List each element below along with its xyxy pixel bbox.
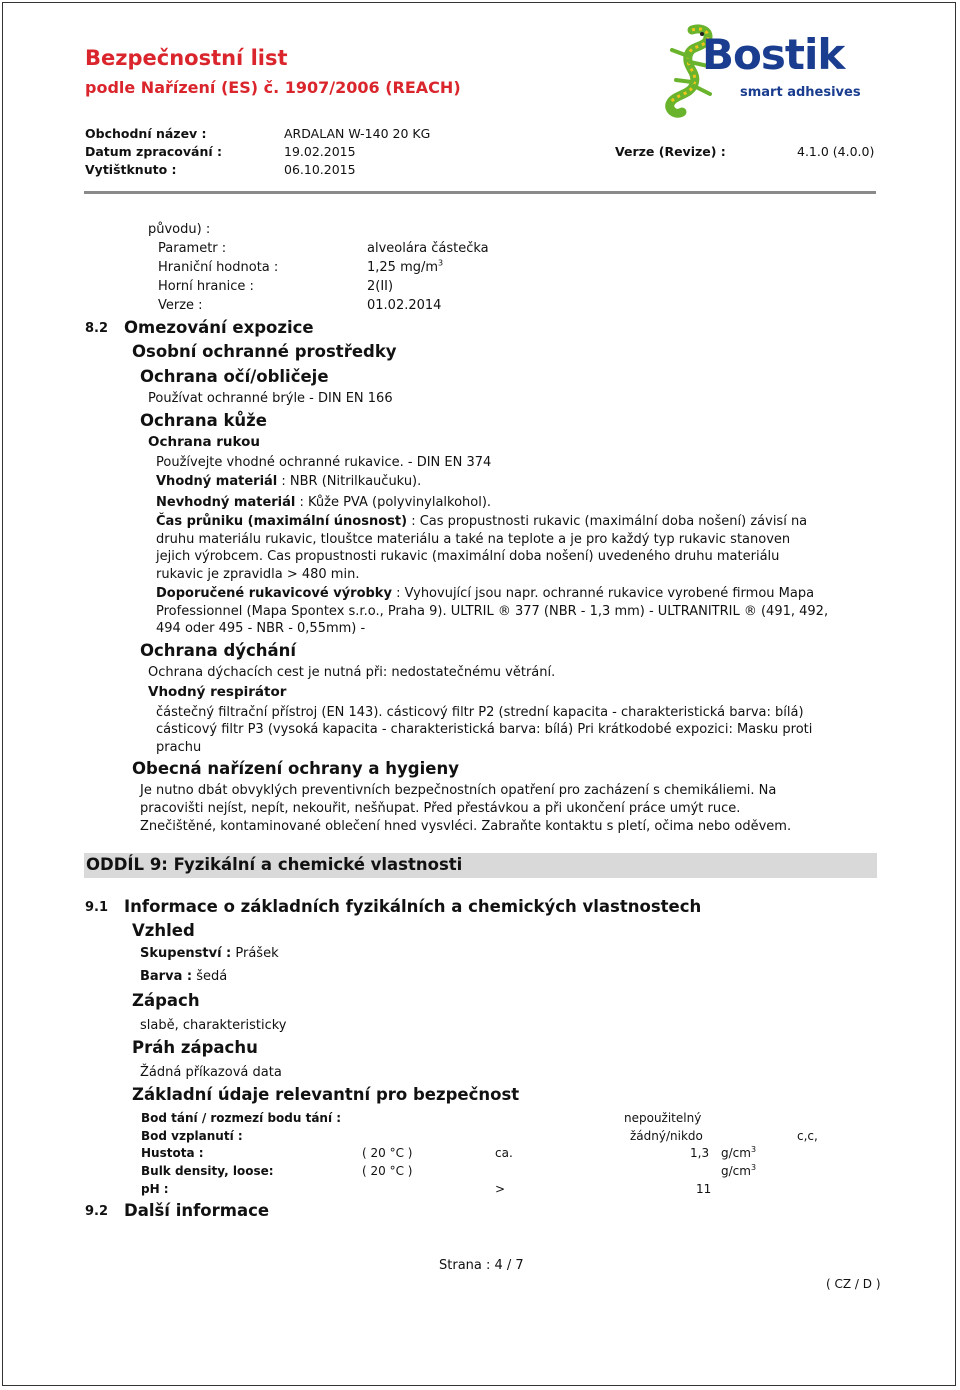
section-9-title: ODDÍL 9: Fyzikální a chemické vlastnosti <box>86 855 463 874</box>
respirator-heading: Vhodný respirátor <box>148 684 287 700</box>
respirator-line-2: cásticový filtr P3 (vysoká kapacita - charakteristická barva: bílá) Pri krátkodobé expozici: Masku proti <box>156 722 813 737</box>
eye-heading: Ochrana očí/obličeje <box>140 367 329 386</box>
recommended-line-1: Doporučené rukavicové výrobky : Vyhovující jsou napr. ochranné rukavice vyrobené firmou Mapa <box>156 586 815 601</box>
property-value: 11 <box>696 1182 712 1196</box>
safety-heading: Základní údaje relevantní pro bezpečnost <box>132 1085 520 1104</box>
hygiene-line-1: Je nutno dbát obvyklých preventivních bezpečnostních opatření pro zacházení s chemikáliemi. Na <box>140 783 777 798</box>
subsection-9-1-title: Informace o základních fyzikálních a chemických vlastnostech <box>124 897 702 916</box>
hygiene-line-3: Znečištěné, kontaminované oblečení hned vysvléci. Zabraňte kontaktu s pletí, očima nebo oděvem. <box>140 819 792 834</box>
property-label: Bulk density, loose: <box>141 1164 274 1178</box>
property-qualifier: > <box>495 1182 506 1196</box>
odor-value: slabě, charakteristicky <box>140 1018 287 1033</box>
breakthrough-line-2: druhu materiálu rukavic, tlouštce materiálu a také na teplote a je pro každý typ rukavic stanoven <box>156 532 791 547</box>
property-condition: ( 20 °C ) <box>362 1146 413 1160</box>
property-label: Bod tání / rozmezí bodu tání : <box>141 1111 342 1125</box>
bostik-logo <box>652 22 872 122</box>
respirator-line-1: částečný filtrační přístroj (EN 143). cásticový filtr P2 (strední kapacita - charakteristická barva: bílá) <box>156 705 804 720</box>
resp-heading: Ochrana dýchání <box>140 641 297 660</box>
property-unit: $g/cm^3$ <box>721 1163 757 1178</box>
odor-threshold-heading: Práh zápachu <box>132 1038 258 1057</box>
logo-tagline: smart adhesives <box>740 85 861 100</box>
date-value: 19.02.2015 <box>284 144 356 159</box>
resp-text: Ochrana dýchacích cest je nutná při: nedostatečnému větrání. <box>148 665 556 680</box>
upper-label: Horní hranice : <box>158 279 254 294</box>
logo-wordmark: Bostik <box>702 30 845 79</box>
hygiene-heading: Obecná nařízení ochrany a hygieny <box>132 759 459 778</box>
property-value: žádný/nikdo <box>630 1129 703 1143</box>
property-value: nepoužitelný <box>624 1111 702 1125</box>
version-label: Verze (Revize) : <box>615 144 726 159</box>
breakthrough-line-1: Čas průniku (maximální únosnost) : Cas propustnosti rukavic (maximální doba nošení) závisí na <box>156 514 808 529</box>
subsection-9-2-title: Další informace <box>124 1201 270 1220</box>
upper-value: 2(II) <box>367 279 394 294</box>
locale-code: ( CZ / D ) <box>826 1277 881 1291</box>
color-line: Barva : šedá <box>140 969 228 984</box>
document-title: Bezpečnostní list <box>85 46 288 70</box>
hand-heading: Ochrana rukou <box>148 434 261 450</box>
subsection-9-2-number: 9.2 <box>85 1204 109 1219</box>
limit-label: Hraniční hodnota : <box>158 260 279 275</box>
suitable-material: Vhodný materiál : NBR (Nitrilkaučuku). <box>156 474 422 489</box>
odor-threshold-value: Žádná příkazová data <box>140 1065 282 1080</box>
document-subtitle: podle Nařízení (ES) č. 1907/2006 (REACH) <box>85 78 461 97</box>
property-extra: c,c, <box>797 1129 818 1143</box>
property-label: Hustota : <box>141 1146 204 1160</box>
printed-value: 06.10.2015 <box>284 162 356 177</box>
breakthrough-line-4: rukavic je zpravidla > 480 min. <box>156 567 360 582</box>
date-label: Datum zpracování : <box>85 144 222 159</box>
ppe-heading: Osobní ochranné prostředky <box>132 342 397 361</box>
page-number: Strana : 4 / 7 <box>439 1258 524 1273</box>
page-border <box>2 2 956 1386</box>
appearance-heading: Vzhled <box>132 921 195 940</box>
breakthrough-line-3: jejich výrobcem. Cas propustnosti rukavic (maximální doba nošení) uvedeného druhu materiálu <box>156 549 780 564</box>
eye-text: Používat ochranné brýle - DIN EN 166 <box>148 391 393 406</box>
property-qualifier: ca. <box>495 1146 513 1160</box>
limit-value: 1,25 $mg/m^3$ <box>367 258 444 275</box>
property-condition: ( 20 °C ) <box>362 1164 413 1178</box>
param-value: alveolára částečka <box>367 241 489 256</box>
property-label: Bod vzplanutí : <box>141 1129 243 1143</box>
subsection-9-1-number: 9.1 <box>85 900 109 915</box>
hand-text: Používejte vhodné ochranné rukavice. - DIN EN 374 <box>156 455 492 470</box>
state-line: Skupenství : Prášek <box>140 946 279 961</box>
property-unit: $g/cm^3$ <box>721 1145 757 1160</box>
recommended-line-3: 494 oder 495 - NBR - 0,55mm) - <box>156 621 366 636</box>
header-divider <box>84 191 876 194</box>
recommended-line-2: Professionnel (Mapa Spontex s.r.o., Praha 9). ULTRIL ® 377 (NBR - 1,3 mm) - ULTRANITRIL ® (491, 492, <box>156 604 829 619</box>
respirator-line-3: prachu <box>156 740 202 755</box>
property-value: 1,3 <box>690 1146 710 1160</box>
section-number: 8.2 <box>85 321 109 336</box>
section-title: Omezování expozice <box>124 318 314 337</box>
printed-label: Vytištknuto : <box>85 162 177 177</box>
unsuitable-material: Nevhodný materiál : Kůže PVA (polyvinylalkohol). <box>156 495 492 510</box>
property-label: pH : <box>141 1182 169 1196</box>
odor-heading: Zápach <box>132 991 200 1010</box>
origin-cont: původu) : <box>148 222 211 237</box>
trade-name-value: ARDALAN W-140 20 KG <box>284 126 431 141</box>
hygiene-line-2: pracovišti nejíst, nepít, nekouřit, nešňupat. Před přestávkou a při ukončení práce umýt ruce. <box>140 801 741 816</box>
param-label: Parametr : <box>158 241 227 256</box>
origin-version-value: 01.02.2014 <box>367 298 442 313</box>
version-value: 4.1.0 (4.0.0) <box>797 144 875 159</box>
origin-version-label: Verze : <box>158 298 203 313</box>
trade-name-label: Obchodní název : <box>85 126 207 141</box>
skin-heading: Ochrana kůže <box>140 411 267 430</box>
